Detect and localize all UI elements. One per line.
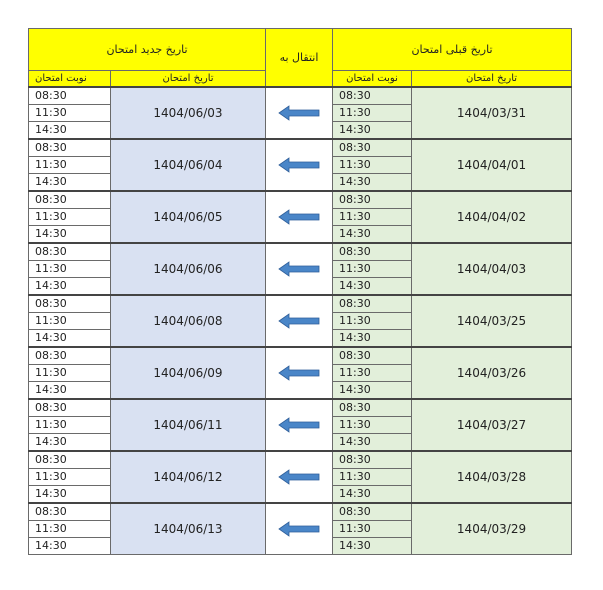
new-exam-time-cell: 11:30: [29, 313, 111, 330]
transfer-arrow-cell: [266, 451, 333, 503]
old-exam-time-cell: 11:30: [333, 365, 412, 382]
left-arrow-icon: [278, 417, 320, 433]
transfer-arrow-cell: [266, 503, 333, 555]
old-date-subheader: تاریخ امتحان: [412, 71, 572, 88]
new-exam-time-cell: 14:30: [29, 538, 111, 555]
old-exam-time-cell: 08:30: [333, 451, 412, 469]
transfer-header: انتقال به: [266, 29, 333, 88]
old-exam-time-cell: 11:30: [333, 209, 412, 226]
table-row: [29, 295, 572, 313]
new-exam-date-cell: 1404/06/06: [111, 243, 266, 295]
old-exam-date-cell: 1404/03/26: [412, 347, 572, 399]
new-exam-date-cell: 1404/06/04: [111, 139, 266, 191]
old-exam-time-cell: 11:30: [333, 417, 412, 434]
new-exam-time-cell: 08:30: [29, 191, 111, 209]
old-exam-date-cell: 1404/03/27: [412, 399, 572, 451]
new-exam-time-cell: 11:30: [29, 469, 111, 486]
old-exam-date-cell: 1404/03/28: [412, 451, 572, 503]
new-exam-time-cell: 08:30: [29, 399, 111, 417]
new-date-subheader: تاریخ امتحان: [111, 71, 266, 88]
old-exam-date-cell: 1404/03/25: [412, 295, 572, 347]
old-exam-time-cell: 11:30: [333, 469, 412, 486]
new-exam-time-cell: 11:30: [29, 417, 111, 434]
old-exam-time-cell: 08:30: [333, 347, 412, 365]
old-exam-time-cell: 08:30: [333, 295, 412, 313]
new-exam-date-cell: 1404/06/11: [111, 399, 266, 451]
new-exam-date-cell: 1404/06/12: [111, 451, 266, 503]
transfer-arrow-cell: [266, 295, 333, 347]
new-exam-date-cell: 1404/06/08: [111, 295, 266, 347]
new-exam-time-cell: 08:30: [29, 243, 111, 261]
old-exam-time-cell: 14:30: [333, 330, 412, 348]
old-exam-time-cell: 14:30: [333, 226, 412, 244]
old-exam-time-cell: 11:30: [333, 521, 412, 538]
new-exam-date-cell: 1404/06/05: [111, 191, 266, 243]
old-exam-time-cell: 11:30: [333, 157, 412, 174]
old-exam-time-cell: 14:30: [333, 278, 412, 296]
new-exam-time-cell: 14:30: [29, 226, 111, 244]
table-row: [29, 503, 572, 521]
new-exam-time-cell: 11:30: [29, 261, 111, 278]
new-exam-time-cell: 11:30: [29, 365, 111, 382]
old-exam-date-cell: 1404/03/31: [412, 87, 572, 139]
new-exam-time-cell: 11:30: [29, 521, 111, 538]
transfer-arrow-cell: [266, 399, 333, 451]
new-exam-time-cell: 08:30: [29, 503, 111, 521]
old-exam-time-cell: 14:30: [333, 122, 412, 140]
new-exam-time-cell: 14:30: [29, 434, 111, 452]
old-exam-date-cell: 1404/04/03: [412, 243, 572, 295]
old-exam-time-cell: 08:30: [333, 503, 412, 521]
old-exam-time-cell: 11:30: [333, 105, 412, 122]
old-exam-time-cell: 14:30: [333, 486, 412, 504]
old-exam-date-cell: 1404/04/02: [412, 191, 572, 243]
new-exam-time-cell: 08:30: [29, 139, 111, 157]
left-arrow-icon: [278, 521, 320, 537]
new-exam-time-cell: 11:30: [29, 105, 111, 122]
old-exam-time-cell: 08:30: [333, 399, 412, 417]
new-exam-time-cell: 14:30: [29, 278, 111, 296]
old-exam-time-cell: 11:30: [333, 261, 412, 278]
table-row: [29, 399, 572, 417]
new-exam-time-cell: 11:30: [29, 209, 111, 226]
new-exam-date-cell: 1404/06/09: [111, 347, 266, 399]
new-exam-date-cell: 1404/06/13: [111, 503, 266, 555]
old-exam-time-cell: 14:30: [333, 382, 412, 400]
table-row: [29, 87, 572, 105]
new-date-header: تاریخ جدید امتحان: [29, 29, 266, 71]
new-exam-date-cell: 1404/06/03: [111, 87, 266, 139]
old-exam-date-cell: 1404/04/01: [412, 139, 572, 191]
old-exam-time-cell: 14:30: [333, 174, 412, 192]
old-exam-time-cell: 08:30: [333, 87, 412, 105]
transfer-arrow-cell: [266, 243, 333, 295]
old-exam-time-cell: 11:30: [333, 313, 412, 330]
new-exam-time-cell: 08:30: [29, 347, 111, 365]
new-exam-time-cell: 14:30: [29, 330, 111, 348]
transfer-arrow-cell: [266, 347, 333, 399]
transfer-arrow-cell: [266, 87, 333, 139]
left-arrow-icon: [278, 261, 320, 277]
table-row: [29, 191, 572, 209]
new-exam-time-cell: 08:30: [29, 87, 111, 105]
new-exam-time-cell: 14:30: [29, 486, 111, 504]
new-turn-subheader: نوبت امتحان: [29, 71, 111, 88]
table-row: [29, 243, 572, 261]
new-exam-time-cell: 08:30: [29, 451, 111, 469]
table-row: [29, 139, 572, 157]
exam-schedule-change-table: [28, 28, 572, 555]
new-exam-time-cell: 14:30: [29, 122, 111, 140]
new-exam-time-cell: 14:30: [29, 382, 111, 400]
left-arrow-icon: [278, 469, 320, 485]
exam-schedule-change-table-wrapper: [28, 28, 571, 555]
table-row: [29, 347, 572, 365]
table-row: [29, 451, 572, 469]
left-arrow-icon: [278, 365, 320, 381]
old-exam-date-cell: 1404/03/29: [412, 503, 572, 555]
old-exam-time-cell: 08:30: [333, 191, 412, 209]
transfer-arrow-cell: [266, 139, 333, 191]
left-arrow-icon: [278, 157, 320, 173]
left-arrow-icon: [278, 313, 320, 329]
old-date-header: تاریخ قبلی امتحان: [333, 29, 572, 71]
new-exam-time-cell: 14:30: [29, 174, 111, 192]
old-exam-time-cell: 14:30: [333, 434, 412, 452]
left-arrow-icon: [278, 209, 320, 225]
new-exam-time-cell: 08:30: [29, 295, 111, 313]
old-exam-time-cell: 08:30: [333, 243, 412, 261]
left-arrow-icon: [278, 105, 320, 121]
old-exam-time-cell: 14:30: [333, 538, 412, 555]
old-exam-time-cell: 08:30: [333, 139, 412, 157]
new-exam-time-cell: 11:30: [29, 157, 111, 174]
transfer-arrow-cell: [266, 191, 333, 243]
old-turn-subheader: نوبت امتحان: [333, 71, 412, 88]
